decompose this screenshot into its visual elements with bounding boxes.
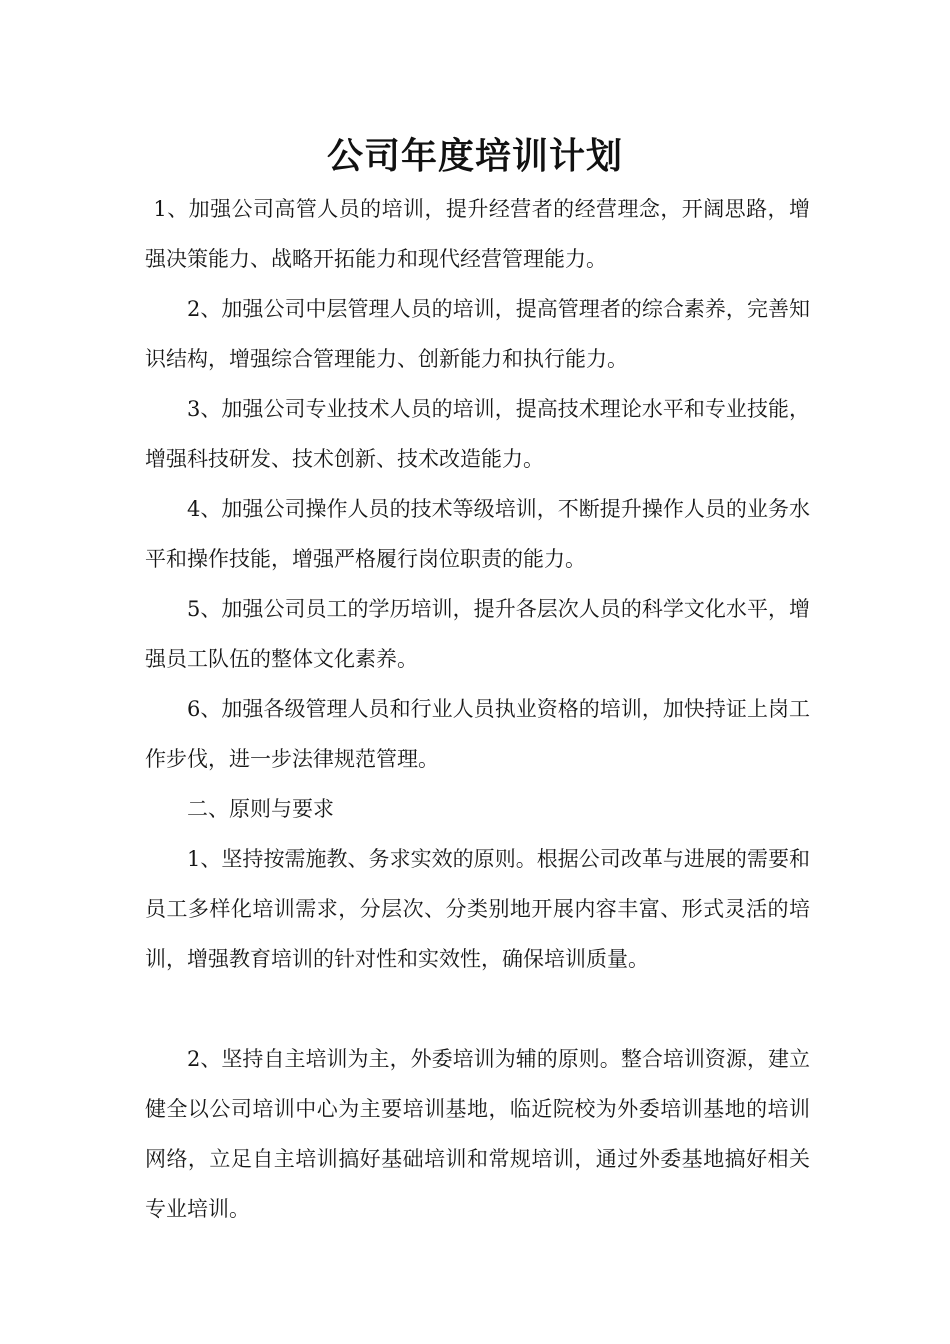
document-title: 公司年度培训计划 bbox=[326, 136, 623, 177]
paragraph-principle-self-training: 2、坚持自主培训为主，外委培训为辅的原则。整合培训资源，建立健全以公司培训中心为主要培训基地，临近院校为外委培训基地的培训网络，立足自主培训搞好基础培训和常规培训，通过外委基地搞好相关专业培训。 bbox=[145, 1047, 810, 1221]
paragraph-senior-management-training: 1、加强公司高管人员的培训，提升经营者的经营理念，开阔思路，增强决策能力、战略开拓能力和现代经营管理能力。 bbox=[145, 197, 810, 271]
paragraph-qualification-training: 6、加强各级管理人员和行业人员执业资格的培训，加快持证上岗工作步伐，进一步法律规范管理。 bbox=[145, 697, 810, 771]
paragraph-technical-staff-training: 3、加强公司专业技术人员的培训，提高技术理论水平和专业技能，增强科技研发、技术创新、技术改造能力。 bbox=[145, 397, 810, 471]
paragraph-education-training: 5、加强公司员工的学历培训，提升各层次人员的科学文化水平，增强员工队伍的整体文化素养。 bbox=[145, 597, 810, 671]
paragraph-operator-training: 4、加强公司操作人员的技术等级培训，不断提升操作人员的业务水平和操作技能，增强严格履行岗位职责的能力。 bbox=[145, 497, 810, 571]
document-body bbox=[145, 184, 810, 1234]
section-heading-principles: 二、原则与要求 bbox=[187, 797, 334, 821]
paragraph-middle-management-training: 2、加强公司中层管理人员的培训，提高管理者的综合素养，完善知识结构，增强综合管理能力、创新能力和执行能力。 bbox=[145, 297, 810, 371]
paragraph-principle-needs-based: 1、坚持按需施教、务求实效的原则。根据公司改革与进展的需要和员工多样化培训需求，分层次、分类别地开展内容丰富、形式灵活的培训，增强教育培训的针对性和实效性，确保培训质量。 bbox=[145, 847, 810, 971]
